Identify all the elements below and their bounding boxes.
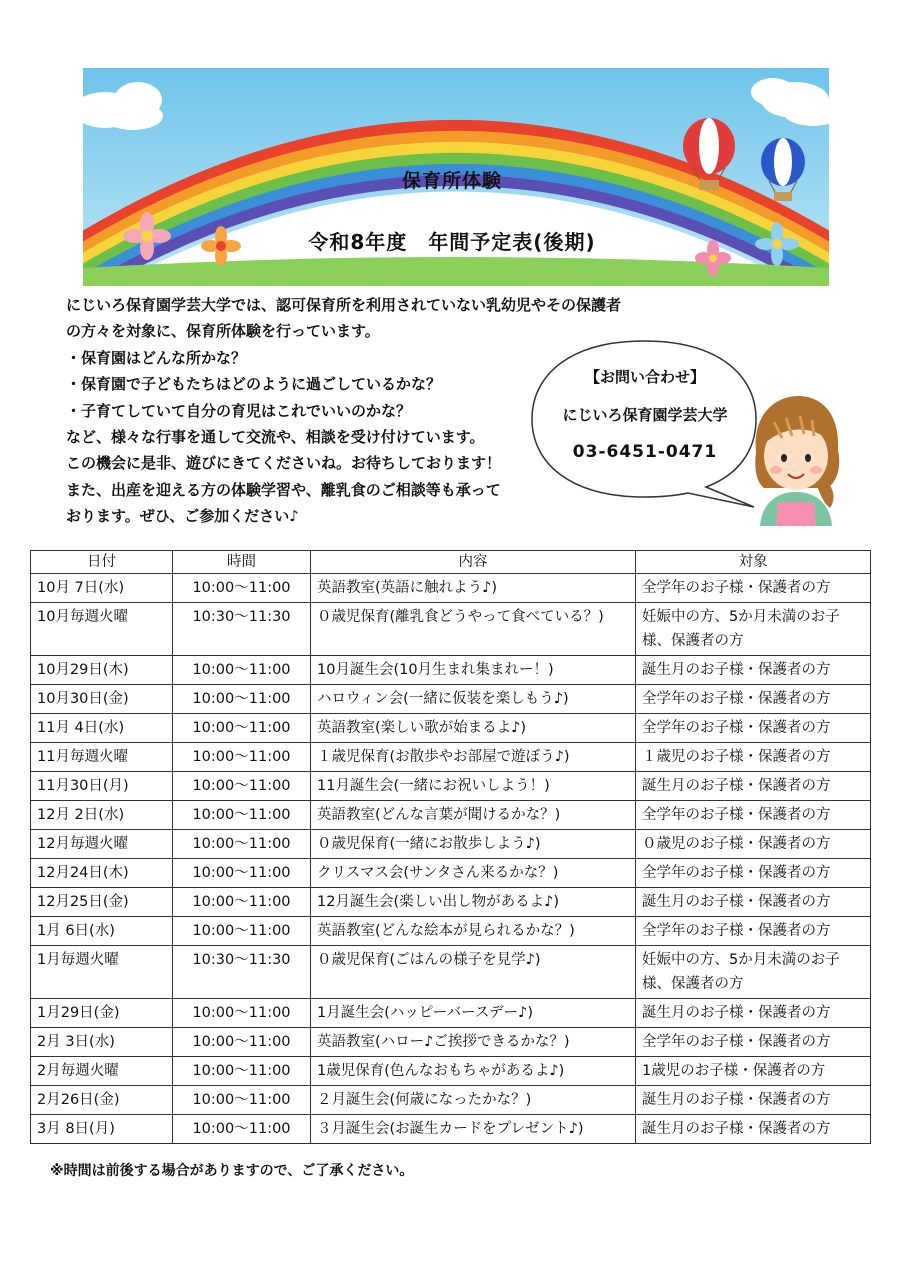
cell-time: 10:00～11:00 <box>173 685 311 714</box>
cell-content: ０歳児保育(一緒にお散歩しよう♪) <box>311 830 636 859</box>
table-row <box>31 772 871 801</box>
cell-content: 11月誕生会(一緒にお祝いしよう！) <box>311 772 636 801</box>
intro-line: また、出産を迎える方の体験学習や、離乳食のご相談等も承って <box>66 480 501 499</box>
cell-content: 10月誕生会(10月生まれ集まれー！) <box>311 656 636 685</box>
table-row <box>31 888 871 917</box>
cell-target: 全学年のお子様・保護者の方 <box>636 917 871 946</box>
cell-content: ３月誕生会(お誕生カードをプレゼント♪) <box>311 1115 636 1144</box>
cell-content: 英語教室(英語に触れよう♪) <box>311 574 636 603</box>
cell-time: 10:00～11:00 <box>173 888 311 917</box>
cell-target: 誕生月のお子様・保護者の方 <box>636 772 871 801</box>
cell-time: 10:00～11:00 <box>173 917 311 946</box>
cell-time: 10:00～11:00 <box>173 1028 311 1057</box>
cell-content: 12月誕生会(楽しい出し物があるよ♪) <box>311 888 636 917</box>
contact-heading: 【お問い合わせ】 <box>584 368 705 386</box>
intro-line: ・保育園で子どもたちはどのように過ごしているかな？ <box>66 375 442 394</box>
cell-time: 10:00～11:00 <box>173 830 311 859</box>
cell-time: 10:00～11:00 <box>173 1057 311 1086</box>
column-header-content: 内容 <box>311 551 636 574</box>
table-row <box>31 574 871 603</box>
cell-date: 3月 8日(月) <box>31 1115 173 1144</box>
cell-time: 10:00～11:00 <box>173 772 311 801</box>
cell-target: 全学年のお子様・保護者の方 <box>636 574 871 603</box>
table-row <box>31 917 871 946</box>
intro-line: の方々を対象に、保育所体験を行っています。 <box>66 322 380 341</box>
table-row <box>31 714 871 743</box>
intro-line: ・子育てしていて自分の育児はこれでいいのかな？ <box>66 401 412 420</box>
cell-content: 英語教室(楽しい歌が始まるよ♪) <box>311 714 636 743</box>
cell-content: 英語教室(どんな言葉が聞けるかな？) <box>311 801 636 830</box>
column-header-date: 日付 <box>31 551 173 574</box>
table-row <box>31 859 871 888</box>
cell-date: 1月毎週火曜 <box>31 946 173 999</box>
cell-content: 英語教室(ハロー♪ご挨拶できるかな？) <box>311 1028 636 1057</box>
cell-target: 誕生月のお子様・保護者の方 <box>636 999 871 1028</box>
cell-time: 10:00～11:00 <box>173 1115 311 1144</box>
cell-time: 10:00～11:00 <box>173 574 311 603</box>
table-row <box>31 1057 871 1086</box>
cell-time: 10:30～11:30 <box>173 603 311 656</box>
table-row <box>31 1028 871 1057</box>
cell-content: 英語教室(どんな絵本が見られるかな？) <box>311 917 636 946</box>
cell-date: 2月毎週火曜 <box>31 1057 173 1086</box>
cell-date: 10月29日(木) <box>31 656 173 685</box>
intro-line: など、様々な行事を通して交流や、相談を受け付けています。 <box>66 428 485 447</box>
cell-date: 11月30日(月) <box>31 772 173 801</box>
cell-content: 1月誕生会(ハッピーバースデー♪) <box>311 999 636 1028</box>
cell-date: 10月 7日(水) <box>31 574 173 603</box>
intro-line: おります。ぜひ、ご参加ください♪ <box>66 507 299 526</box>
table-row <box>31 685 871 714</box>
intro-line: この機会に是非、遊びにきてくださいね。お待ちしております！ <box>66 454 502 473</box>
cell-date: 10月30日(金) <box>31 685 173 714</box>
cell-target: 誕生月のお子様・保護者の方 <box>636 888 871 917</box>
column-header-time: 時間 <box>173 551 311 574</box>
cell-time: 10:30～11:30 <box>173 946 311 999</box>
cell-date: 1月 6日(水) <box>31 917 173 946</box>
table-row <box>31 1115 871 1144</box>
contact-phone: 03-6451-0471 <box>572 442 718 462</box>
cell-date: 12月毎週火曜 <box>31 830 173 859</box>
cell-target: 妊娠中の方、5か月未満のお子様、保護者の方 <box>636 603 871 656</box>
table-row <box>31 743 871 772</box>
schedule-table <box>30 550 871 1144</box>
cell-target: 全学年のお子様・保護者の方 <box>636 685 871 714</box>
cell-date: 2月 3日(水) <box>31 1028 173 1057</box>
cell-time: 10:00～11:00 <box>173 1086 311 1115</box>
cell-target: 誕生月のお子様・保護者の方 <box>636 1115 871 1144</box>
footnote: ※時間は前後する場合がありますので、ご了承ください。 <box>50 1163 414 1179</box>
table-row <box>31 603 871 656</box>
intro-line: ・保育園はどんな所かな？ <box>66 348 247 367</box>
intro-text <box>66 292 622 530</box>
cell-target: 誕生月のお子様・保護者の方 <box>636 1086 871 1115</box>
cell-content: 1歳児保育(色んなおもちゃがあるよ♪) <box>311 1057 636 1086</box>
table-row <box>31 656 871 685</box>
cell-date: 12月25日(金) <box>31 888 173 917</box>
page-subtitle: 令和8年度 年間予定表(後期) <box>308 230 596 254</box>
speech-bubble <box>528 335 760 515</box>
cell-content: ０歳児保育(離乳食どうやって食べている？) <box>311 603 636 656</box>
column-header-target: 対象 <box>636 551 871 574</box>
cell-target: 全学年のお子様・保護者の方 <box>636 801 871 830</box>
cell-time: 10:00～11:00 <box>173 743 311 772</box>
table-row <box>31 999 871 1028</box>
page-title: 保育所体験 <box>401 170 502 192</box>
cell-target: 誕生月のお子様・保護者の方 <box>636 656 871 685</box>
cell-target: ０歳児のお子様・保護者の方 <box>636 830 871 859</box>
cell-target: 妊娠中の方、5か月未満のお子様、保護者の方 <box>636 946 871 999</box>
cell-time: 10:00～11:00 <box>173 656 311 685</box>
cell-date: 1月29日(金) <box>31 999 173 1028</box>
cell-target: 1歳児のお子様・保護者の方 <box>636 1057 871 1086</box>
cell-date: 11月毎週火曜 <box>31 743 173 772</box>
cell-content: ０歳児保育(ごはんの様子を見学♪) <box>311 946 636 999</box>
table-row <box>31 1086 871 1115</box>
cell-date: 12月24日(木) <box>31 859 173 888</box>
girl-illustration <box>748 392 844 526</box>
cell-target: 全学年のお子様・保護者の方 <box>636 1028 871 1057</box>
cell-time: 10:00～11:00 <box>173 801 311 830</box>
table-header-row <box>31 551 871 574</box>
cell-time: 10:00～11:00 <box>173 999 311 1028</box>
cell-date: 10月毎週火曜 <box>31 603 173 656</box>
table-row <box>31 830 871 859</box>
cell-date: 2月26日(金) <box>31 1086 173 1115</box>
cell-time: 10:00～11:00 <box>173 859 311 888</box>
table-row <box>31 946 871 999</box>
cell-date: 11月 4日(水) <box>31 714 173 743</box>
cell-target: 全学年のお子様・保護者の方 <box>636 859 871 888</box>
contact-name: にじいろ保育園学芸大学 <box>562 406 728 424</box>
cell-time: 10:00～11:00 <box>173 714 311 743</box>
cell-date: 12月 2日(水) <box>31 801 173 830</box>
intro-line: にじいろ保育園学芸大学では、認可保育所を利用されていない乳幼児やその保護者 <box>66 296 622 314</box>
cell-target: 全学年のお子様・保護者の方 <box>636 714 871 743</box>
cell-content: ２月誕生会(何歳になったかな？) <box>311 1086 636 1115</box>
table-row <box>31 801 871 830</box>
cell-target: １歳児のお子様・保護者の方 <box>636 743 871 772</box>
cell-content: １歳児保育(お散歩やお部屋で遊ぼう♪) <box>311 743 636 772</box>
cell-content: クリスマス会(サンタさん来るかな？) <box>311 859 636 888</box>
cell-content: ハロウィン会(一緒に仮装を楽しもう♪) <box>311 685 636 714</box>
